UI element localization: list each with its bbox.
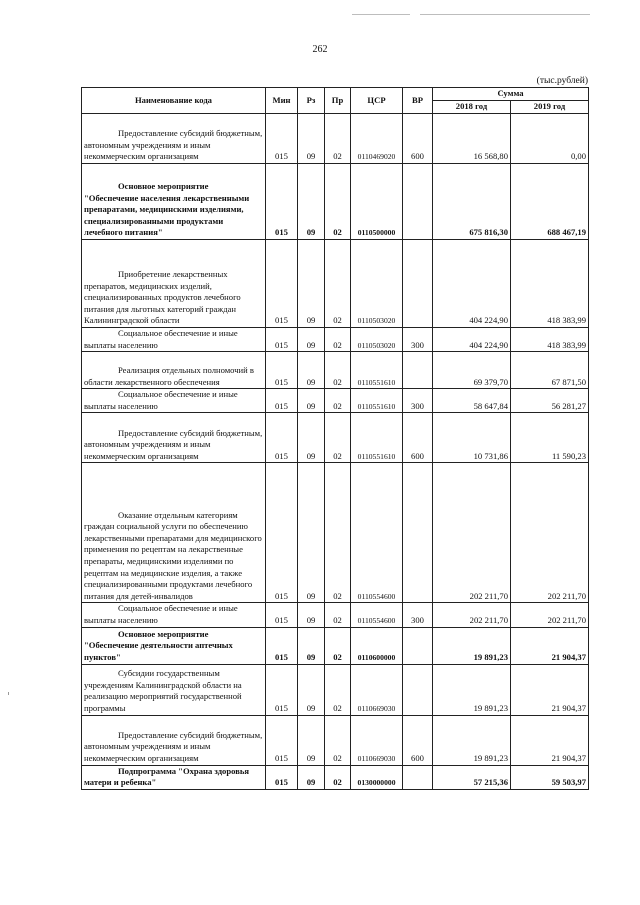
row-rz: 09	[298, 240, 325, 328]
page-number: 262	[312, 44, 328, 55]
row-sum-2019: 418 383,99	[511, 240, 589, 328]
row-sum-2019: 21 904,37	[511, 627, 589, 664]
row-rz: 09	[298, 463, 325, 603]
row-csr: 0110469020	[351, 114, 403, 164]
row-min: 015	[266, 328, 298, 352]
row-pr: 02	[325, 413, 351, 463]
row-vr: 600	[403, 114, 433, 164]
row-name-text: Субсидии государственным учреждениям Калининградской области на реализацию мероприятий государственной программы	[84, 668, 242, 713]
row-sum-2019: 0,00	[511, 114, 589, 164]
row-pr: 02	[325, 627, 351, 664]
table-row	[82, 627, 589, 664]
row-name-text: Социальное обеспечение и иные выплаты населению	[84, 389, 238, 411]
table-row	[82, 715, 589, 765]
row-csr: 0110554600	[351, 603, 403, 627]
row-name	[82, 164, 266, 240]
table-row	[82, 352, 589, 389]
table-row	[82, 164, 589, 240]
row-sum-2018: 19 891,23	[433, 664, 511, 715]
header-name: Наименование кода	[82, 88, 266, 114]
table-row	[82, 389, 589, 413]
table-row	[82, 328, 589, 352]
row-min: 015	[266, 664, 298, 715]
row-rz: 09	[298, 328, 325, 352]
header-2018: 2018 год	[433, 101, 511, 114]
row-min: 015	[266, 164, 298, 240]
row-vr: 300	[403, 328, 433, 352]
header-csr: ЦСР	[351, 88, 403, 114]
row-name-text: Социальное обеспечение и иные выплаты населению	[84, 603, 238, 625]
row-rz: 09	[298, 413, 325, 463]
row-min: 015	[266, 603, 298, 627]
row-min: 015	[266, 413, 298, 463]
row-sum-2019: 21 904,37	[511, 715, 589, 765]
margin-mark	[8, 692, 9, 695]
row-vr	[403, 352, 433, 389]
row-name	[82, 389, 266, 413]
row-min: 015	[266, 627, 298, 664]
row-name	[82, 413, 266, 463]
row-csr: 0110503020	[351, 240, 403, 328]
table-row	[82, 603, 589, 627]
row-vr	[403, 765, 433, 789]
row-csr: 0130000000	[351, 765, 403, 789]
row-sum-2018: 404 224,90	[433, 240, 511, 328]
header-pr: Пр	[325, 88, 351, 114]
row-sum-2019: 21 904,37	[511, 664, 589, 715]
row-pr: 02	[325, 164, 351, 240]
row-vr	[403, 664, 433, 715]
row-min: 015	[266, 114, 298, 164]
row-pr: 02	[325, 114, 351, 164]
row-sum-2018: 58 647,84	[433, 389, 511, 413]
row-sum-2018: 10 731,86	[433, 413, 511, 463]
row-name-text: Реализация отдельных полномочий в области лекарственного обеспечения	[84, 365, 254, 387]
row-sum-2018: 16 568,80	[433, 114, 511, 164]
row-rz: 09	[298, 114, 325, 164]
table-row	[82, 240, 589, 328]
row-name	[82, 715, 266, 765]
row-sum-2018: 202 211,70	[433, 603, 511, 627]
row-name	[82, 352, 266, 389]
header-min: Мин	[266, 88, 298, 114]
row-rz: 09	[298, 389, 325, 413]
row-name	[82, 603, 266, 627]
row-vr: 600	[403, 413, 433, 463]
row-rz: 09	[298, 627, 325, 664]
row-vr: 600	[403, 715, 433, 765]
header-rule-right	[420, 14, 590, 15]
header-2019: 2019 год	[511, 101, 589, 114]
row-sum-2018: 57 215,36	[433, 765, 511, 789]
row-vr: 300	[403, 603, 433, 627]
row-rz: 09	[298, 603, 325, 627]
row-vr	[403, 463, 433, 603]
row-name	[82, 463, 266, 603]
row-name-text: Предоставление субсидий бюджетным, автономным учреждениям и иным некоммерческим организациям	[84, 729, 263, 763]
row-name	[82, 664, 266, 715]
row-min: 015	[266, 765, 298, 789]
row-sum-2019: 688 467,19	[511, 164, 589, 240]
row-name	[82, 627, 266, 664]
row-sum-2018: 69 379,70	[433, 352, 511, 389]
row-min: 015	[266, 715, 298, 765]
row-name	[82, 765, 266, 789]
row-sum-2019: 202 211,70	[511, 603, 589, 627]
header-rule-left	[352, 14, 410, 15]
table-row	[82, 413, 589, 463]
row-sum-2018: 202 211,70	[433, 463, 511, 603]
table-row	[82, 765, 589, 789]
row-pr: 02	[325, 389, 351, 413]
row-name-text: Основное мероприятие "Обеспечение населения лекарственными препаратами, медицинскими изделиями, специализированными продуктами лечебного питания"	[84, 181, 250, 238]
row-sum-2019: 202 211,70	[511, 463, 589, 603]
row-rz: 09	[298, 765, 325, 789]
row-pr: 02	[325, 664, 351, 715]
row-pr: 02	[325, 352, 351, 389]
row-vr	[403, 164, 433, 240]
row-name-text: Предоставление субсидий бюджетным, автономным учреждениям и иным некоммерческим организациям	[84, 427, 263, 461]
row-pr: 02	[325, 765, 351, 789]
row-vr	[403, 240, 433, 328]
row-min: 015	[266, 240, 298, 328]
row-sum-2019: 11 590,23	[511, 413, 589, 463]
row-name-text: Приобретение лекарственных препаратов, медицинских изделий, специализированных продуктов лечебного питания для льготных категорий граждан Калининградской области	[84, 269, 241, 326]
row-csr: 0110669030	[351, 715, 403, 765]
row-csr: 0110554600	[351, 463, 403, 603]
row-csr: 0110551610	[351, 352, 403, 389]
row-name-text: Предоставление субсидий бюджетным, автономным учреждениям и иным некоммерческим организациям	[84, 128, 263, 162]
header-sum: Сумма	[433, 88, 589, 101]
row-name-text: Основное мероприятие "Обеспечение деятельности аптечных пунктов"	[84, 628, 233, 662]
table-row	[82, 664, 589, 715]
row-name	[82, 114, 266, 164]
row-name-text: Подпрограмма "Охрана здоровья матери и ребенка"	[84, 765, 250, 788]
row-csr: 0110669030	[351, 664, 403, 715]
row-name	[82, 240, 266, 328]
row-min: 015	[266, 352, 298, 389]
budget-table	[81, 87, 589, 790]
row-sum-2019: 418 383,99	[511, 328, 589, 352]
row-pr: 02	[325, 463, 351, 603]
row-sum-2018: 404 224,90	[433, 328, 511, 352]
row-rz: 09	[298, 352, 325, 389]
row-pr: 02	[325, 240, 351, 328]
row-min: 015	[266, 389, 298, 413]
row-csr: 0110600000	[351, 627, 403, 664]
header-vr: ВР	[403, 88, 433, 114]
row-name	[82, 328, 266, 352]
row-csr: 0110500000	[351, 164, 403, 240]
row-sum-2019: 67 871,50	[511, 352, 589, 389]
units-label: (тыс.рублей)	[536, 76, 588, 86]
row-sum-2019: 56 281,27	[511, 389, 589, 413]
table-row	[82, 114, 589, 164]
row-vr: 300	[403, 389, 433, 413]
row-csr: 0110503020	[351, 328, 403, 352]
row-pr: 02	[325, 603, 351, 627]
row-pr: 02	[325, 715, 351, 765]
row-rz: 09	[298, 715, 325, 765]
row-name-text: Социальное обеспечение и иные выплаты населению	[84, 328, 238, 350]
row-sum-2018: 19 891,23	[433, 627, 511, 664]
row-rz: 09	[298, 664, 325, 715]
row-sum-2018: 19 891,23	[433, 715, 511, 765]
header-rz: Рз	[298, 88, 325, 114]
row-rz: 09	[298, 164, 325, 240]
row-csr: 0110551610	[351, 389, 403, 413]
row-csr: 0110551610	[351, 413, 403, 463]
row-name-text: Оказание отдельным категориям граждан социальной услуги по обеспечению лекарственными препаратами для медицинского применения по рецептам на лекарственные препараты, медицинскими изделиями по рецептам на медицинские изделия, а также специализированными продуктами лечебного питания для детей-инвалидов	[84, 509, 262, 601]
table-row	[82, 463, 589, 603]
row-pr: 02	[325, 328, 351, 352]
row-vr	[403, 627, 433, 664]
row-sum-2019: 59 503,97	[511, 765, 589, 789]
row-min: 015	[266, 463, 298, 603]
row-sum-2018: 675 816,30	[433, 164, 511, 240]
